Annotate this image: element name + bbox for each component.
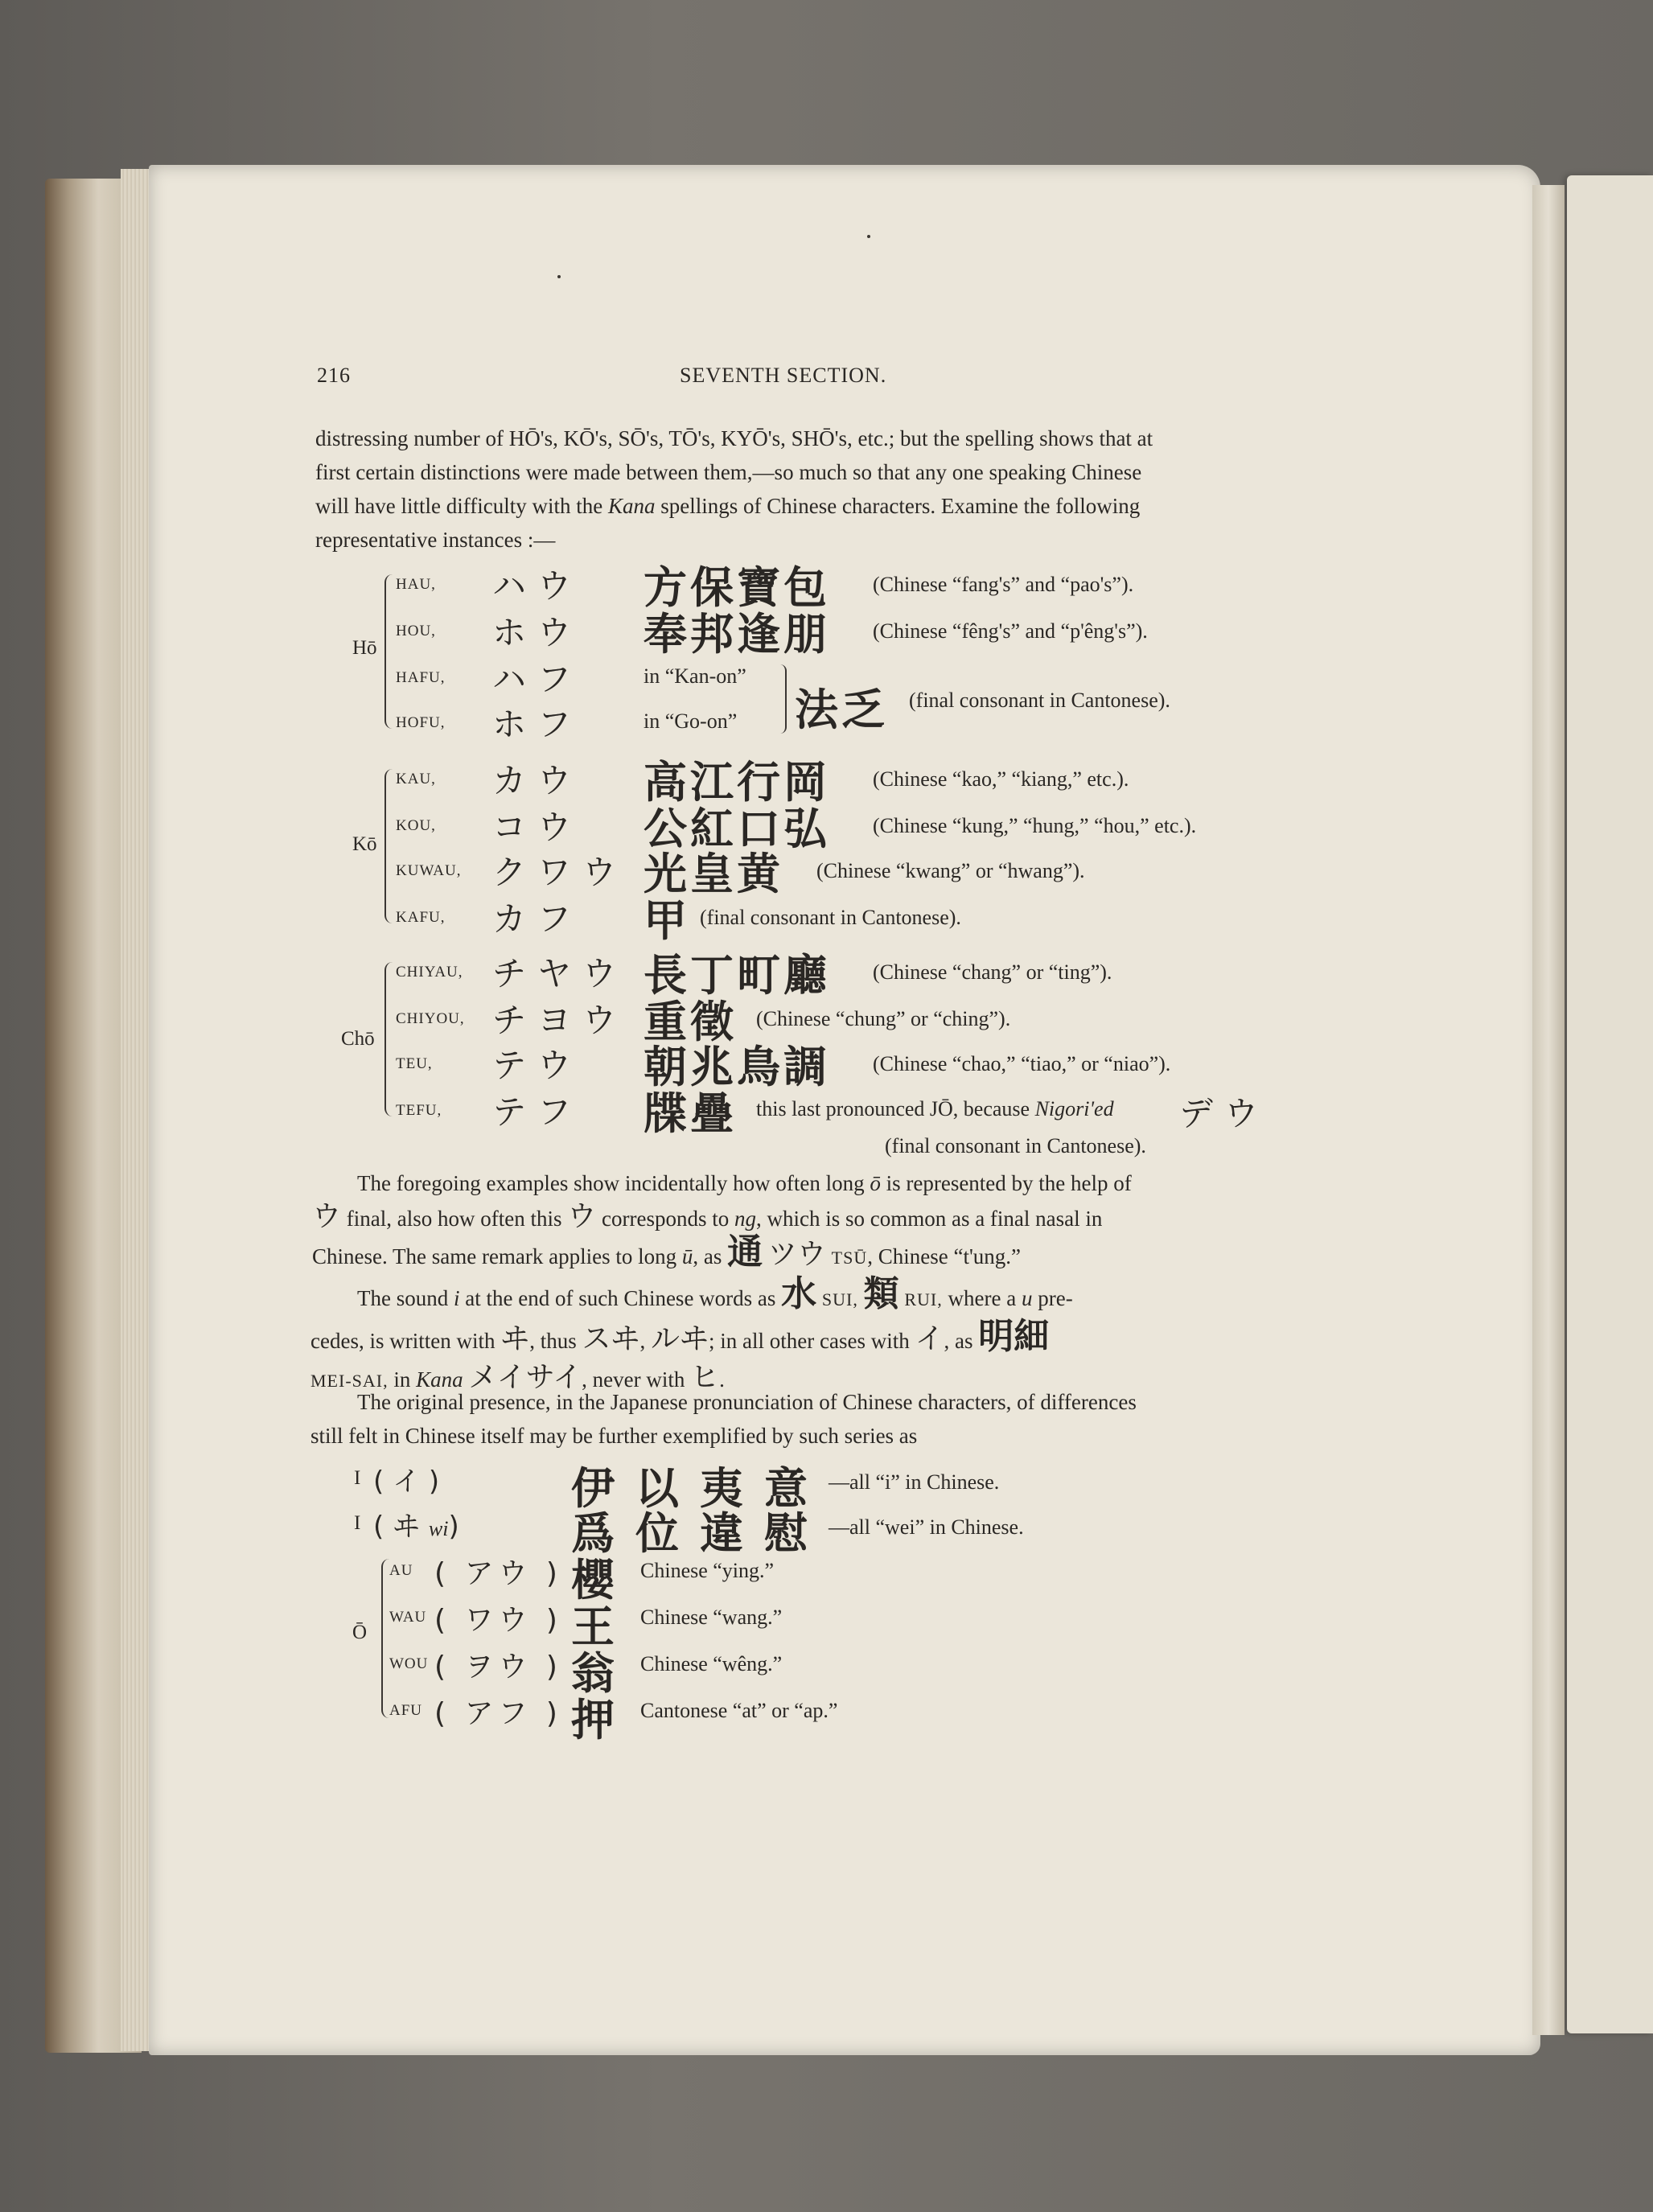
facing-page bbox=[1567, 175, 1653, 2033]
text: The sound bbox=[357, 1286, 454, 1310]
example-note: (Chinese “fêng's” and “p'êng's”). bbox=[873, 619, 1148, 643]
kana-spelling: テフ bbox=[492, 1092, 583, 1132]
group-label-cho: Chō bbox=[341, 1028, 375, 1050]
text: where a bbox=[942, 1286, 1022, 1310]
para-line: The original presence, in the Japanese pronunciation of Chinese characters, of differences bbox=[357, 1390, 1137, 1414]
kanji-char: 通 bbox=[727, 1231, 763, 1273]
romanization: CHIYAU, bbox=[396, 964, 463, 981]
text: is represented by the help of bbox=[880, 1171, 1132, 1195]
example-note: (Chinese “chung” or “ching”). bbox=[756, 1007, 1011, 1030]
italic-word: ū bbox=[681, 1244, 693, 1268]
intro-line: representative instances :— bbox=[315, 528, 556, 552]
kana-char: ヒ bbox=[690, 1361, 720, 1394]
para-line bbox=[312, 1231, 1265, 1275]
kana-spelling: カウ bbox=[492, 761, 583, 800]
page-edges bbox=[121, 169, 153, 2051]
text: spellings of Chinese characters. Examine the following bbox=[655, 494, 1141, 518]
kana-spelling: コウ bbox=[492, 808, 583, 847]
kana-word: ツウ bbox=[767, 1238, 826, 1271]
text: in bbox=[388, 1367, 417, 1392]
example-note: (final consonant in Cantonese). bbox=[909, 689, 1170, 712]
romanization: HOFU, bbox=[396, 714, 446, 731]
kana-spelling: チヨウ bbox=[492, 1001, 628, 1040]
brace-ko bbox=[384, 769, 397, 923]
kana-spelling: ( アウ ) bbox=[434, 1557, 562, 1590]
page-number: 216 bbox=[317, 364, 351, 387]
kana-spelling: カフ bbox=[492, 899, 583, 939]
brace-ho bbox=[384, 574, 397, 729]
text: will have little difficulty with the bbox=[315, 494, 608, 518]
brace-kan-go bbox=[777, 664, 787, 734]
kanji-examples: 法乏 bbox=[795, 685, 888, 735]
example-note: in “Kan-on” bbox=[644, 664, 746, 688]
example-note: (Chinese “kwang” or “hwang”). bbox=[816, 859, 1085, 882]
kana-char: ウ bbox=[567, 1200, 597, 1233]
romanization: CHIYOU, bbox=[396, 1010, 465, 1027]
kana-char: ( ヰ bbox=[373, 1511, 429, 1543]
text: cedes, is written with bbox=[310, 1329, 501, 1353]
text: this last pronounced JŌ, because bbox=[756, 1097, 1035, 1120]
romanization: HAFU, bbox=[396, 669, 446, 686]
kana-char: ウ bbox=[312, 1200, 342, 1233]
romanization: WAU bbox=[389, 1609, 427, 1626]
kana-char: ) bbox=[448, 1511, 459, 1543]
para-line bbox=[310, 1273, 1269, 1318]
brace-o bbox=[381, 1559, 394, 1718]
page-gutter bbox=[1532, 185, 1565, 2035]
kana-spelling: ( ヲウ ) bbox=[434, 1651, 562, 1684]
kanji-char: 類 bbox=[863, 1273, 899, 1314]
paper-fleck bbox=[557, 275, 561, 278]
text: , thus bbox=[529, 1329, 582, 1353]
para-line bbox=[310, 1318, 1269, 1359]
example-note bbox=[756, 1097, 1114, 1121]
kanji-word: 明細 bbox=[978, 1316, 1050, 1357]
kanji-examples: 長丁町廳 bbox=[644, 950, 830, 1001]
kanji-examples: 朝兆鳥調 bbox=[644, 1042, 830, 1092]
italic-word: u bbox=[1021, 1286, 1033, 1310]
example-note: (Chinese “chao,” “tiao,” or “niao”). bbox=[873, 1052, 1171, 1075]
group-label-o: Ō bbox=[352, 1622, 368, 1643]
italic-word: i bbox=[453, 1286, 460, 1310]
romanization: SUI, bbox=[821, 1289, 858, 1310]
romanization: RUI, bbox=[904, 1289, 943, 1310]
text: . bbox=[719, 1367, 725, 1392]
brace-cho bbox=[384, 962, 397, 1116]
kana-char: ヰ bbox=[500, 1322, 530, 1355]
kanji-example: 翁 bbox=[571, 1648, 618, 1699]
italic-word: Nigori'ed bbox=[1034, 1097, 1114, 1120]
romanization: TEFU, bbox=[396, 1102, 442, 1119]
italic-word: Kana bbox=[416, 1367, 463, 1392]
example-note: —all “i” in Chinese. bbox=[829, 1470, 1000, 1494]
example-note: (final consonant in Cantonese). bbox=[700, 906, 961, 929]
example-note: (final consonant in Cantonese). bbox=[885, 1134, 1146, 1157]
example-note: Chinese “wang.” bbox=[640, 1606, 783, 1629]
text: final, also how often this bbox=[341, 1207, 568, 1231]
kana-spelling: デウ bbox=[1179, 1094, 1270, 1133]
romanization: AFU bbox=[389, 1702, 423, 1719]
romanization: HAU, bbox=[396, 576, 436, 593]
paragraph-2 bbox=[312, 1166, 1265, 1275]
intro-line: first certain distinctions were made between them,—so much so that any one speaking Chinese bbox=[315, 460, 1142, 484]
romanization: KUWAU, bbox=[396, 862, 462, 879]
kanji-examples: 伊以夷意 bbox=[571, 1463, 829, 1514]
italic-word: ō bbox=[870, 1171, 881, 1195]
kanji-examples: 牒疊 bbox=[644, 1088, 737, 1139]
romanization: I bbox=[354, 1512, 361, 1534]
kana-word: ルヰ bbox=[651, 1322, 709, 1355]
italic-word: Kana bbox=[607, 494, 656, 518]
italic-word: wi bbox=[428, 1517, 449, 1540]
text: Chinese. The same remark applies to long bbox=[312, 1244, 682, 1268]
romanization: I bbox=[354, 1467, 361, 1489]
kana-spelling: ( イ ) bbox=[373, 1466, 440, 1498]
kanji-examples: 光皇黄 bbox=[644, 849, 783, 899]
text: at the end of such Chinese words as bbox=[459, 1286, 782, 1310]
paper-fleck bbox=[867, 235, 870, 238]
kana-spelling: ハフ bbox=[492, 660, 583, 699]
group-label-ho: Hō bbox=[352, 637, 377, 659]
kanji-examples: 奉邦逢朋 bbox=[644, 609, 830, 660]
romanization: TSŪ bbox=[831, 1248, 868, 1268]
text: , never with bbox=[582, 1367, 691, 1392]
kana-spelling: ( アフ ) bbox=[434, 1697, 562, 1730]
kana-spelling: チヤウ bbox=[492, 954, 628, 993]
romanization: KOU, bbox=[396, 817, 436, 834]
text: The foregoing examples show incidentally how often long bbox=[357, 1171, 870, 1195]
example-note: (Chinese “kung,” “hung,” “hou,” etc.). bbox=[873, 814, 1197, 837]
text: , as bbox=[944, 1329, 979, 1353]
romanization: MEI-SAI, bbox=[310, 1371, 389, 1391]
kanji-example: 櫻 bbox=[571, 1555, 618, 1606]
kana-spelling bbox=[373, 1504, 459, 1544]
intro-line: distressing number of HŌ's, KŌ's, SŌ's, TŌ's, KYŌ's, SHŌ's, etc.; but the spelling shows that at bbox=[315, 426, 1153, 450]
text: , as bbox=[693, 1244, 728, 1268]
kana-spelling: ( ワウ ) bbox=[434, 1604, 562, 1637]
kanji-examples: 高江行岡 bbox=[644, 757, 830, 808]
italic-word: ng bbox=[734, 1207, 756, 1231]
example-note: —all “wei” in Chinese. bbox=[829, 1515, 1024, 1539]
kanji-examples: 公紅口弘 bbox=[644, 804, 830, 854]
text: , which is so common as a final nasal in bbox=[755, 1207, 1103, 1231]
kanji-char: 水 bbox=[781, 1273, 817, 1314]
kana-word: メイサイ bbox=[468, 1361, 582, 1394]
romanization: WOU bbox=[389, 1655, 429, 1672]
example-note: (Chinese “chang” or “ting”). bbox=[873, 960, 1112, 984]
kana-char: イ bbox=[915, 1322, 944, 1355]
example-note: Cantonese “at” or “ap.” bbox=[640, 1699, 838, 1722]
example-note: (Chinese “fang's” and “pao's”). bbox=[873, 573, 1134, 596]
kanji-examples: 方保寶包 bbox=[644, 562, 830, 613]
intro-line bbox=[315, 489, 1269, 523]
example-note: in “Go-on” bbox=[644, 709, 738, 733]
kanji-example: 押 bbox=[571, 1695, 618, 1745]
kana-spelling: ハウ bbox=[492, 566, 583, 606]
kana-spelling: クワウ bbox=[492, 853, 628, 892]
kanji-examples: 甲 bbox=[644, 895, 690, 946]
running-head: SEVENTH SECTION. bbox=[680, 364, 887, 387]
kanji-examples: 重徵 bbox=[644, 997, 737, 1047]
para-line bbox=[312, 1200, 1265, 1236]
para-line: still felt in Chinese itself may be further exemplified by such series as bbox=[310, 1424, 918, 1448]
example-note: Chinese “wêng.” bbox=[640, 1652, 783, 1675]
text: ; in all other cases with bbox=[709, 1329, 915, 1353]
intro-paragraph bbox=[315, 421, 1269, 557]
kana-spelling: テウ bbox=[492, 1046, 583, 1085]
example-note: (Chinese “kao,” “kiang,” etc.). bbox=[873, 767, 1129, 791]
text: pre- bbox=[1032, 1286, 1073, 1310]
paragraph-4 bbox=[310, 1385, 1269, 1453]
kana-spelling: ホフ bbox=[492, 705, 583, 744]
text: corresponds to bbox=[596, 1207, 734, 1231]
romanization: KAU, bbox=[396, 771, 436, 787]
romanization: TEU, bbox=[396, 1055, 433, 1072]
romanization: AU bbox=[389, 1562, 413, 1579]
kana-word: スヰ bbox=[582, 1322, 640, 1355]
paragraph-3 bbox=[310, 1273, 1269, 1400]
kanji-examples: 爲位違慰 bbox=[571, 1508, 829, 1559]
example-note: Chinese “ying.” bbox=[640, 1559, 775, 1582]
group-label-ko: Kō bbox=[352, 833, 377, 855]
para-line bbox=[312, 1166, 1265, 1200]
kana-spelling: ホウ bbox=[492, 613, 583, 652]
text: , Chinese “t'ung.” bbox=[867, 1244, 1022, 1268]
romanization: KAFU, bbox=[396, 909, 446, 926]
text: , bbox=[639, 1329, 651, 1353]
kanji-example: 王 bbox=[571, 1601, 618, 1652]
romanization: HOU, bbox=[396, 623, 436, 639]
